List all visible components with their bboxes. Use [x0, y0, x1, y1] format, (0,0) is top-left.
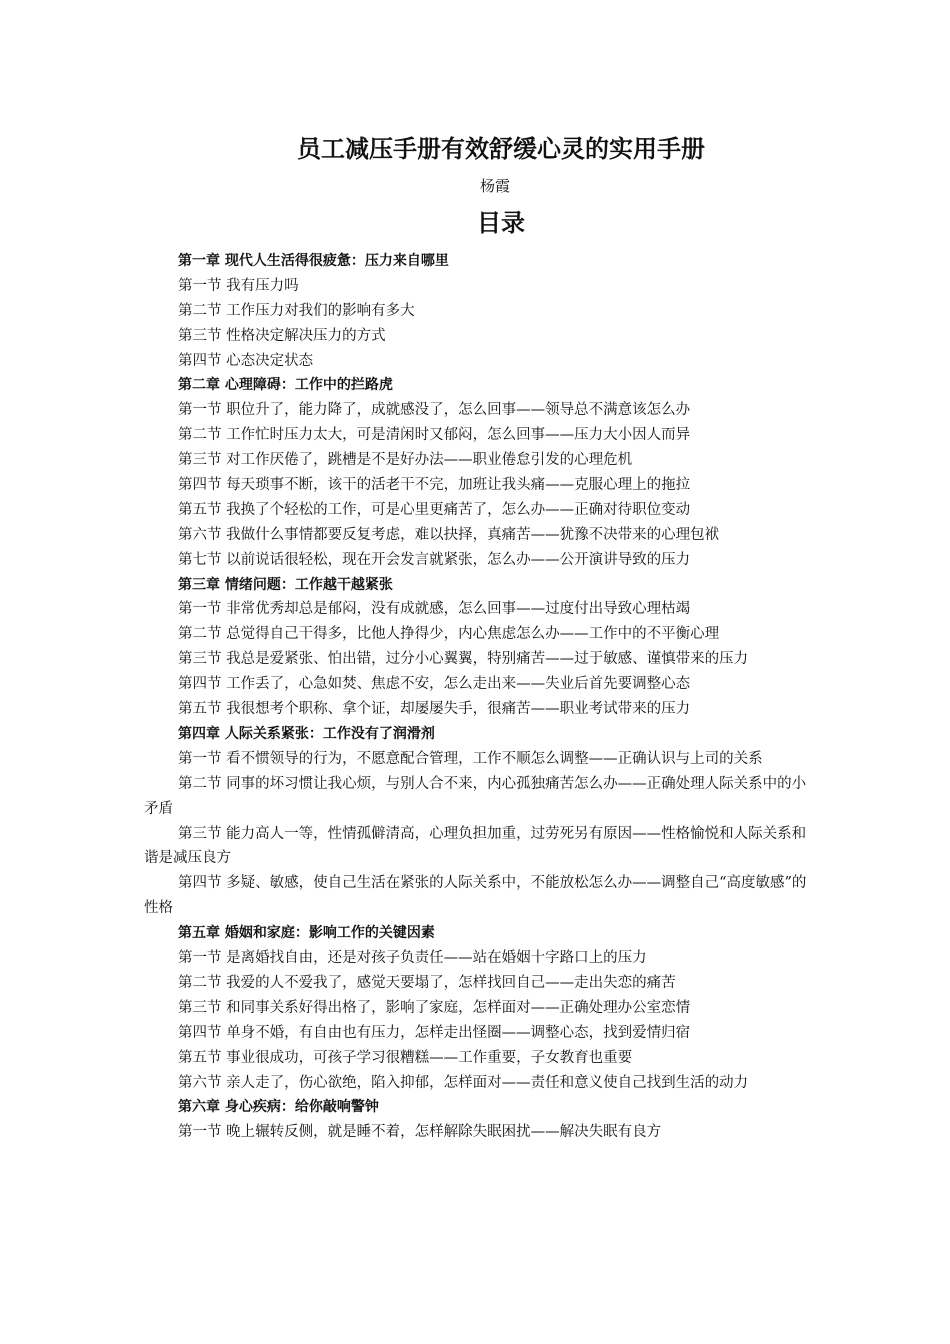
toc-chapter-heading: 第二章 心理障碍：工作中的拦路虎	[178, 377, 393, 394]
toc-section-entry: 第四节 每天琐事不断，该干的活老干不完，加班让我头痛——克服心理上的拖拉	[178, 477, 691, 494]
toc-chapter-heading: 第六章 身心疾病：给你敲响警钟	[178, 1099, 379, 1116]
toc-chapter-heading: 第五章 婚姻和家庭：影响工作的关键因素	[178, 925, 435, 942]
toc-section-entry: 第二节 工作忙时压力太大，可是清闲时又郁闷，怎么回事——压力大小因人而异	[178, 427, 691, 444]
toc-section-entry: 第六节 我做什么事情都要反复考虑，难以抉择，真痛苦——犹豫不决带来的心理包袱	[178, 526, 720, 543]
toc-section-entry: 第五节 我很想考个职称、拿个证，却屡屡失手，很痛苦——职业考试带来的压力	[178, 701, 691, 718]
toc-section-entry: 第四节 心态决定状态	[178, 352, 314, 369]
toc-section-entry: 第一节 我有压力吗	[178, 277, 299, 294]
toc-heading: 目录	[477, 209, 525, 237]
toc-section-entry: 第四节 多疑、敏感，使自己生活在紧张的人际关系中，不能放松怎么办——调整自己“高度敏感”的性格	[144, 875, 807, 917]
toc-chapter-heading: 第三章 情绪问题：工作越干越紧张	[178, 576, 393, 593]
toc-section-entry: 第三节 能力高人一等，性情孤僻清高，心理负担加重，过劳死另有原因——性格愉悦和人际关系和谐是减压良方	[144, 825, 807, 867]
toc-chapter-heading: 第一章 现代人生活得很疲惫：压力来自哪里	[178, 253, 449, 269]
toc-section-entry: 第三节 我总是爱紧张、怕出错，过分小心翼翼，特别痛苦——过于敏感、谨慎带来的压力	[178, 651, 749, 668]
toc-section-entry: 第六节 亲人走了，伤心欲绝，陷入抑郁，怎样面对——责任和意义使自己找到生活的动力	[178, 1074, 749, 1091]
toc-section-entry: 第三节 性格决定解决压力的方式	[178, 327, 386, 344]
toc-section-entry: 第二节 总觉得自己干得多，比他人挣得少，内心焦虑怎么办——工作中的不平衡心理	[178, 626, 720, 643]
toc-section-entry: 第一节 职位升了，能力降了，成就感没了，怎么回事——领导总不满意该怎么办	[178, 402, 691, 419]
toc-section-entry: 第七节 以前说话很轻松，现在开会发言就紧张，怎么办——公开演讲导致的压力	[178, 551, 691, 568]
toc-section-entry: 第五节 事业很成功，可孩子学习很糟糕——工作重要，子女教育也重要	[178, 1049, 633, 1066]
toc-section-entry: 第二节 工作压力对我们的影响有多大	[178, 302, 415, 319]
toc-section-entry: 第一节 是离婚找自由，还是对孩子负责任——站在婚姻十字路口上的压力	[178, 950, 647, 967]
toc-section-entry: 第一节 晚上辗转反侧，就是睡不着，怎样解除失眠困扰——解决失眠有良方	[178, 1124, 662, 1141]
toc-chapter-heading: 第四章 人际关系紧张：工作没有了润滑剂	[178, 725, 435, 742]
toc-section-entry: 第三节 对工作厌倦了，跳槽是不是好办法——职业倦怠引发的心理危机	[178, 452, 633, 469]
document-author: 杨霞	[479, 177, 510, 195]
toc-section-entry: 第一节 看不惯领导的行为，不愿意配合管理，工作不顺怎么调整——正确认识与上司的关系	[178, 750, 763, 767]
toc-section-entry: 第四节 单身不婚，有自由也有压力，怎样走出怪圈——调整心态，找到爱情归宿	[178, 1024, 691, 1041]
toc-section-entry: 第五节 我换了个轻松的工作，可是心里更痛苦了，怎么办——正确对待职位变动	[178, 501, 691, 518]
toc-section-entry: 第二节 同事的坏习惯让我心烦，与别人合不来，内心孤独痛苦怎么办——正确处理人际关系中的小矛盾	[144, 775, 807, 817]
table-of-contents	[144, 249, 808, 1145]
toc-section-entry: 第二节 我爱的人不爱我了，感觉天要塌了，怎样找回自己——走出失恋的痛苦	[178, 974, 676, 991]
document-title: 员工减压手册有效舒缓心灵的实用手册	[297, 135, 705, 163]
toc-section-entry: 第三节 和同事关系好得出格了，影响了家庭，怎样面对——正确处理办公室恋情	[178, 999, 691, 1016]
toc-section-entry: 第一节 非常优秀却总是郁闷，没有成就感，怎么回事——过度付出导致心理枯竭	[178, 601, 691, 618]
toc-section-entry: 第四节 工作丢了，心急如焚、焦虑不安，怎么走出来——失业后首先要调整心态	[178, 676, 691, 693]
